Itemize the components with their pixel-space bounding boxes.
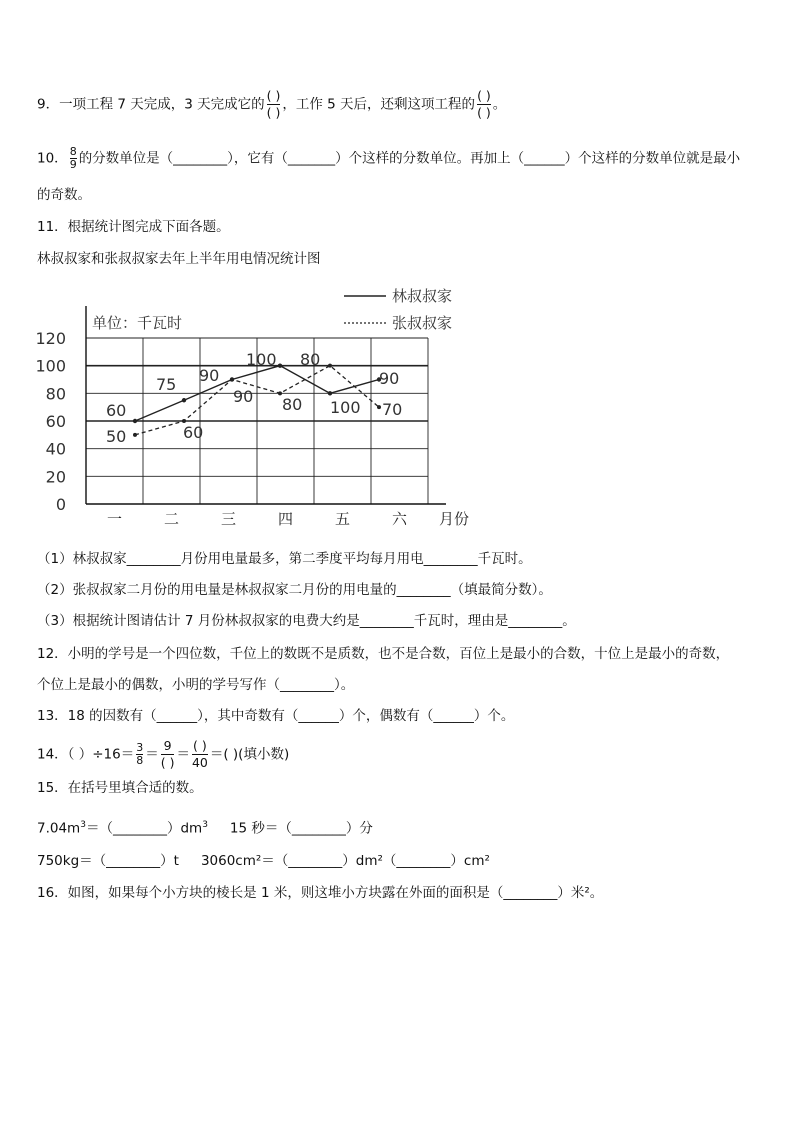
series-lin-point [133, 419, 137, 423]
data-label-lin: 90 [199, 366, 220, 385]
y-tick-label: 80 [45, 384, 66, 404]
line-chart [30, 282, 480, 530]
question-10: 10． $\frac{8}{9}$ 的分数单位是（________），它有（_______）个这样的分数单位。再加上（______）个这样的分数单位就是最小 [37, 145, 741, 171]
data-label-lin: 100 [246, 350, 277, 369]
question-11: 11．根据统计图完成下面各题。 [37, 219, 230, 235]
data-label-zhang: 50 [106, 427, 127, 446]
y-tick-label: 40 [45, 439, 66, 459]
data-label-zhang: 80 [282, 395, 303, 414]
data-label-lin: 90 [379, 369, 400, 388]
question-9: 9．一项工程 7 天完成，3 天完成它的 $\frac{( )}{( )}$ ，工作 5 天后，还剩这项工程的 $\frac{( )}{( )}$ 。 [37, 88, 507, 120]
series-lin-point [278, 363, 282, 367]
data-label-zhang: 100 [330, 398, 361, 417]
fraction-9-blank: $\frac{9}{( )}$ [160, 738, 175, 770]
x-tick-label: 三 [220, 510, 237, 528]
question-11-1: （1）林叔叔家________月份用电量最多，第二季度平均每月用电________千瓦时。 [37, 551, 532, 567]
data-label-zhang: 70 [382, 400, 403, 419]
chart-title: 林叔叔家和张叔叔家去年上半年用电情况统计图 [37, 251, 321, 267]
legend-label-lin: 林叔叔家 [392, 287, 453, 305]
series-zhang-point [377, 405, 381, 409]
fraction-8-9: $\frac{8}{9}$ [69, 145, 77, 171]
question-11-2: （2）张叔叔家二月份的用电量是林叔叔家二月份的用电量的________（填最简分数）。 [37, 582, 552, 598]
question-15-row1: $7.04m^3=(\_\_\_\_\_\_\_\_)dm^3$ 15 秒＝（________）分 [37, 820, 373, 837]
y-tick-label: 120 [35, 329, 66, 348]
data-label-lin: 80 [300, 350, 321, 369]
question-15-row2: 750kg＝（________）t 3060cm²＝（________）dm²（________）cm² [37, 853, 490, 869]
question-10-cont: 的奇数。 [37, 187, 91, 203]
question-11-3: （3）根据统计图请估计 7 月份林叔叔家的电费大约是________千瓦时，理由是________。 [37, 613, 576, 629]
legend-label-zhang: 张叔叔家 [392, 314, 453, 332]
series-lin-point [230, 377, 234, 381]
y-tick-label: 20 [45, 467, 66, 487]
x-tick-label: 一 [106, 510, 123, 528]
data-label-lin: 60 [106, 401, 127, 420]
x-tick-label: 六 [391, 510, 408, 528]
fraction-blank: $\frac{( )}{( )}$ [266, 88, 281, 120]
y-tick-label: 60 [45, 412, 66, 431]
data-label-zhang: 60 [183, 423, 204, 442]
question-12: 12．小明的学号是一个四位数，千位上的数既不是质数，也不是合数，百位上是最小的合数，十位上是最小的奇数， [37, 646, 730, 662]
x-axis-label: 月份 [438, 510, 470, 528]
question-12-cont: 个位上是最小的偶数，小明的学号写作（________）。 [37, 677, 355, 693]
series-lin-point [182, 398, 186, 402]
series-zhang-point [133, 433, 137, 437]
x-tick-label: 四 [277, 510, 294, 528]
x-tick-label: 二 [163, 510, 180, 528]
data-label-lin: 75 [156, 375, 177, 394]
data-label-zhang: 90 [233, 387, 254, 406]
question-15: 15．在括号里填合适的数。 [37, 780, 203, 796]
question-16: 16．如图，如果每个小方块的棱长是 1 米，则这堆小方块露在外面的面积是（________）米²。 [37, 885, 604, 901]
question-13: 13．18 的因数有（______），其中奇数有（______）个，偶数有（______）个。 [37, 708, 515, 724]
y-tick-label: 0 [55, 495, 66, 514]
y-unit-label: 单位：千瓦时 [92, 314, 183, 332]
fraction-blank-40: $\frac{( )}{40}$ [191, 738, 208, 770]
fraction-3-8: $\frac{3}{8}$ [136, 741, 144, 767]
series-lin-point [328, 391, 332, 395]
x-tick-label: 五 [334, 510, 351, 528]
y-tick-label: 100 [35, 356, 66, 376]
fraction-blank: $\frac{( )}{( )}$ [477, 88, 491, 120]
series-zhang-point [328, 364, 332, 368]
question-14: 14．（ ）÷16＝ $\frac{3}{8}$ ＝ $\frac{9}{( )}$ ＝ $\frac{( )}{40}$ ＝( )(填小数) [37, 738, 290, 770]
